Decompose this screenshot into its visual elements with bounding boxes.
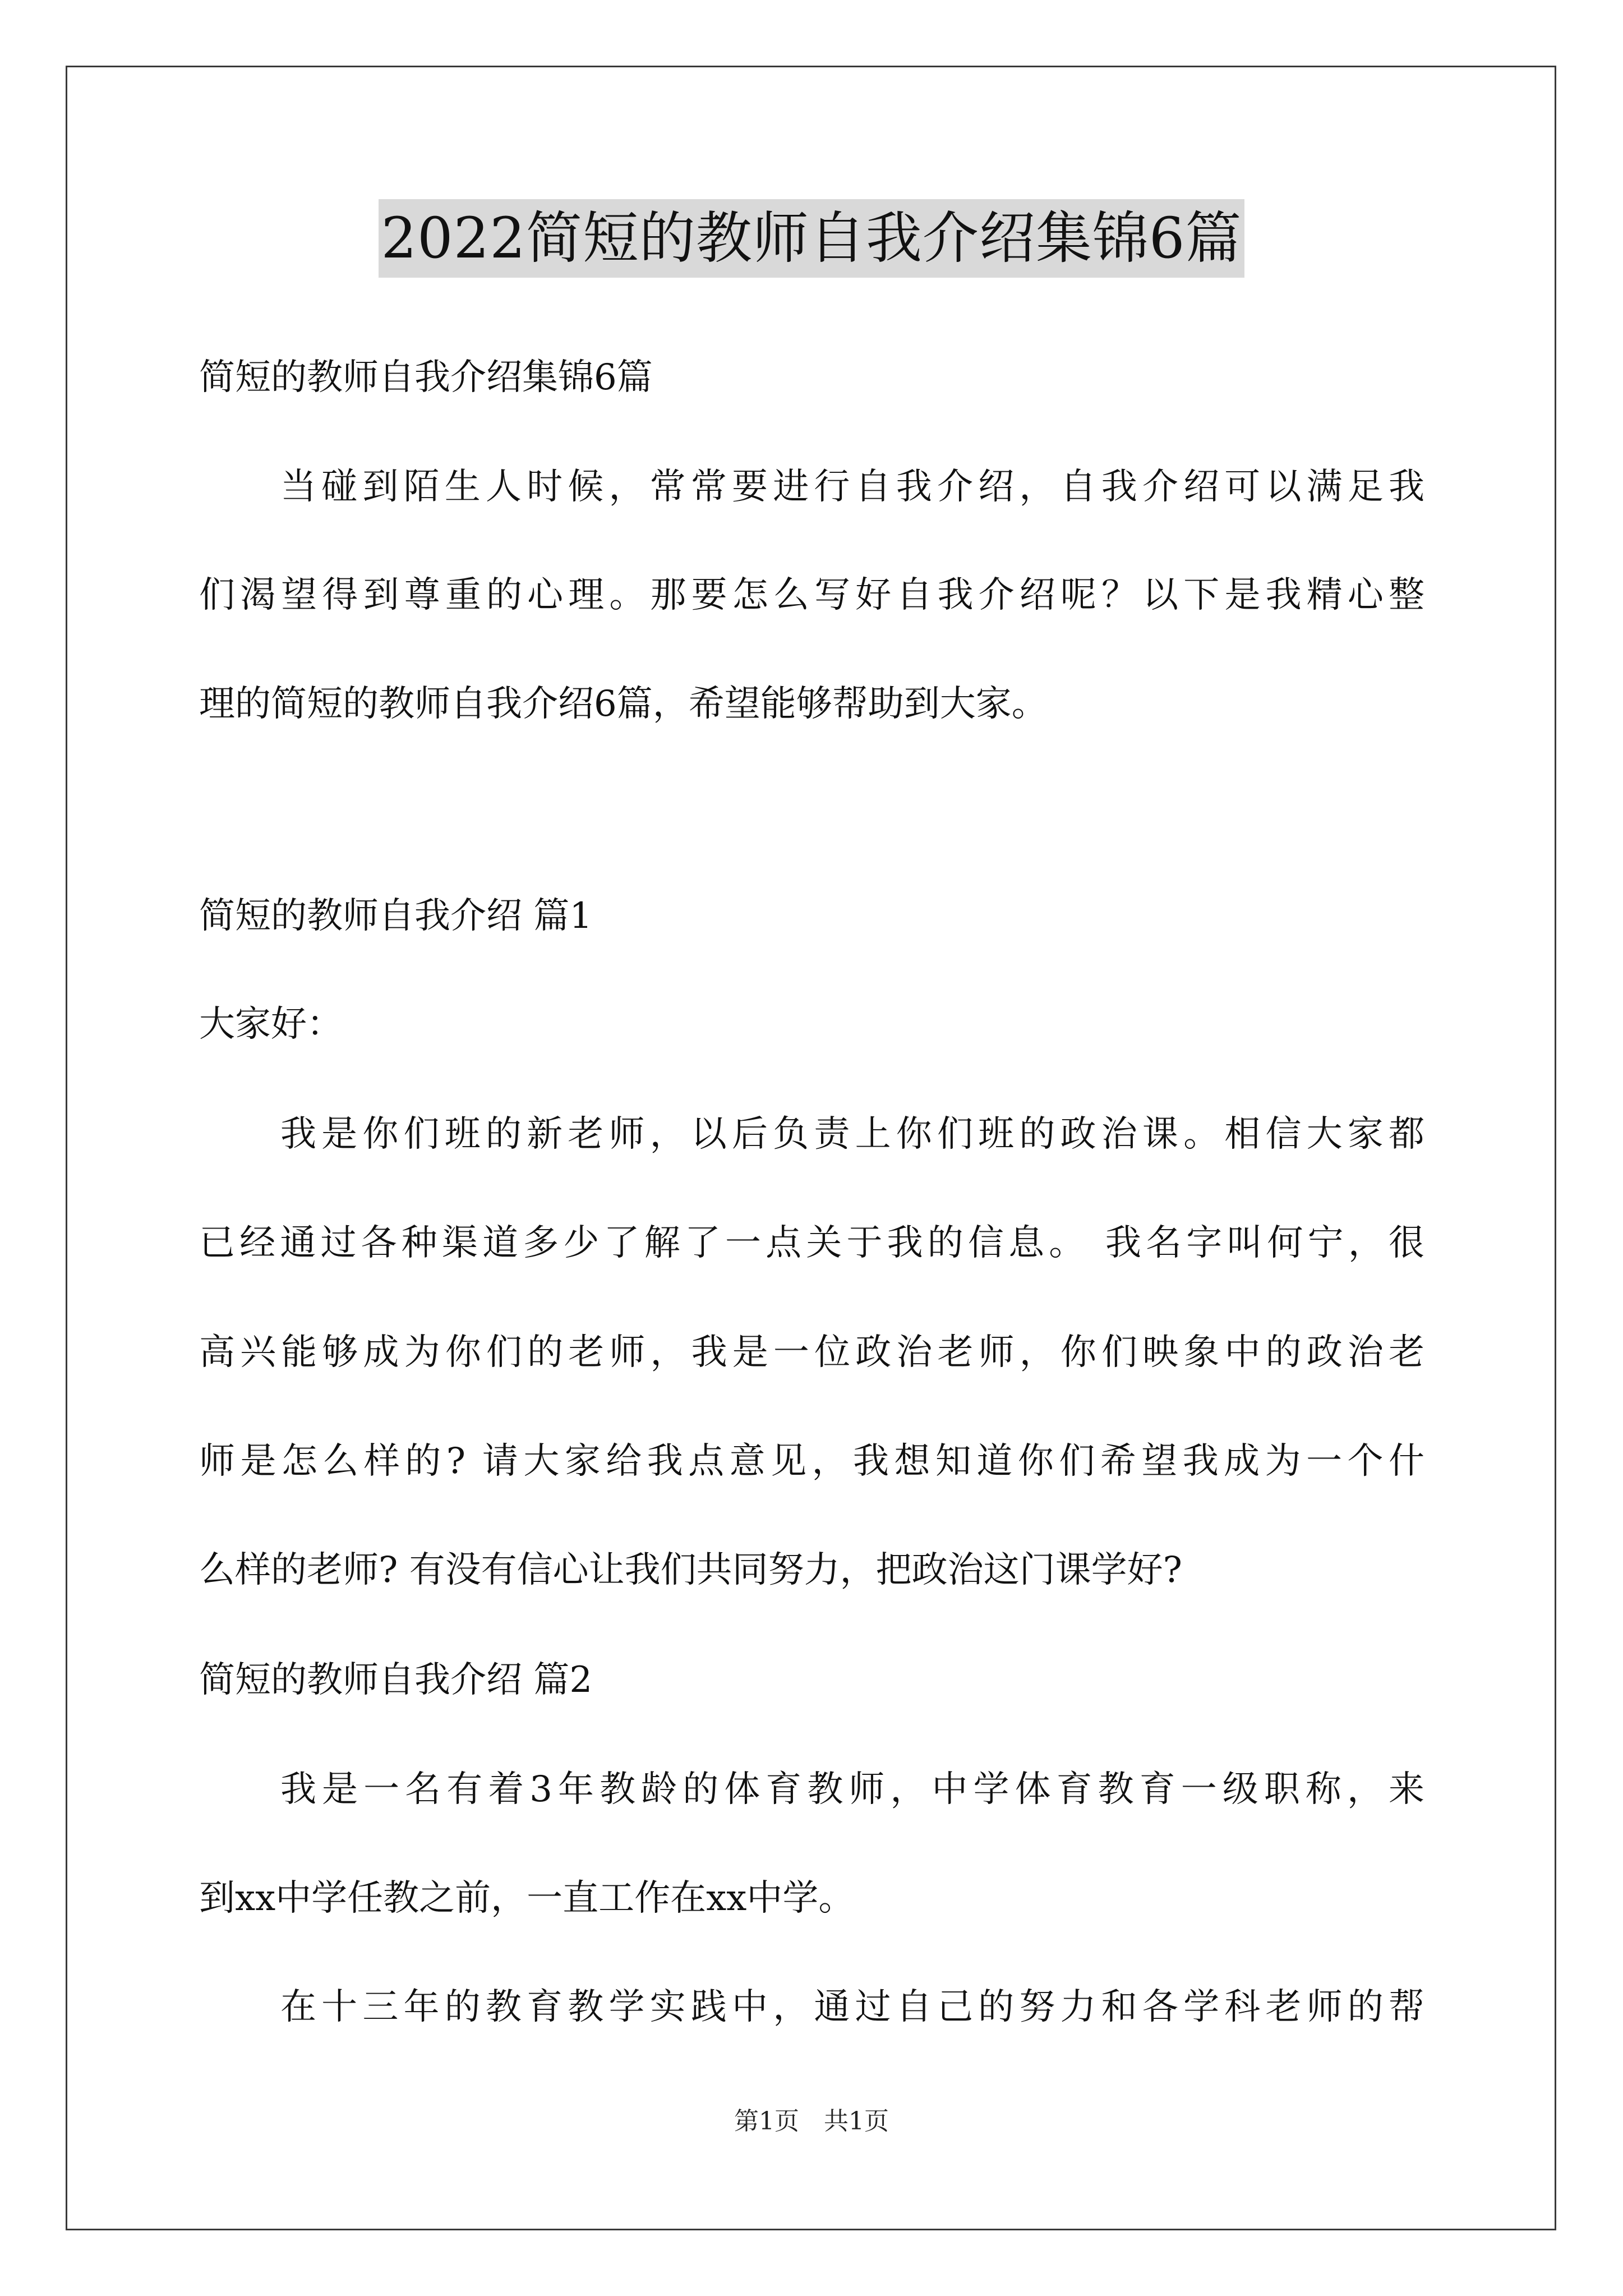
paragraph-line: 我是一名有着3年教龄的体育教师，中学体育教育一级职称，来 bbox=[280, 1769, 1424, 1810]
title-container bbox=[0, 199, 1623, 278]
subtitle-line: 简短的教师自我介绍集锦6篇 bbox=[199, 357, 653, 398]
paragraph-line: 师是怎么样的? 请大家给我点意见，我想知道你们希望我成为一个什 bbox=[199, 1441, 1424, 1482]
paragraph-line: 么样的老师? 有没有信心让我们共同努力，把政治这门课学好? bbox=[199, 1549, 1182, 1591]
section-heading-2: 简短的教师自我介绍 篇2 bbox=[199, 1659, 593, 1701]
paragraph-line: 在十三年的教育教学实践中，通过自己的努力和各学科老师的帮 bbox=[280, 1986, 1424, 2028]
paragraph-line: 已经通过各种渠道多少了解了一点关于我的信息。 我名字叫何宁，很 bbox=[199, 1222, 1424, 1264]
paragraph-line: 当碰到陌生人时候，常常要进行自我介绍，自我介绍可以满足我 bbox=[280, 466, 1424, 508]
greeting-line: 大家好： bbox=[199, 1004, 343, 1045]
paragraph-line: 我是你们班的新老师，以后负责上你们班的政治课。相信大家都 bbox=[280, 1114, 1424, 1155]
paragraph-line: 高兴能够成为你们的老师，我是一位政治老师，你们映象中的政治老 bbox=[199, 1332, 1424, 1373]
page-footer: 第1页 共1页 bbox=[734, 2107, 889, 2136]
document-title: 2022简短的教师自我介绍集锦6篇 bbox=[379, 199, 1244, 278]
section-heading-1: 简短的教师自我介绍 篇1 bbox=[199, 895, 593, 937]
paragraph-line: 理的简短的教师自我介绍6篇，希望能够帮助到大家。 bbox=[199, 683, 1048, 725]
paragraph-line: 到xx中学任教之前，一直工作在xx中学。 bbox=[199, 1878, 855, 1919]
paragraph-line: 们渴望得到尊重的心理。那要怎么写好自我介绍呢？以下是我精心整 bbox=[199, 574, 1424, 616]
